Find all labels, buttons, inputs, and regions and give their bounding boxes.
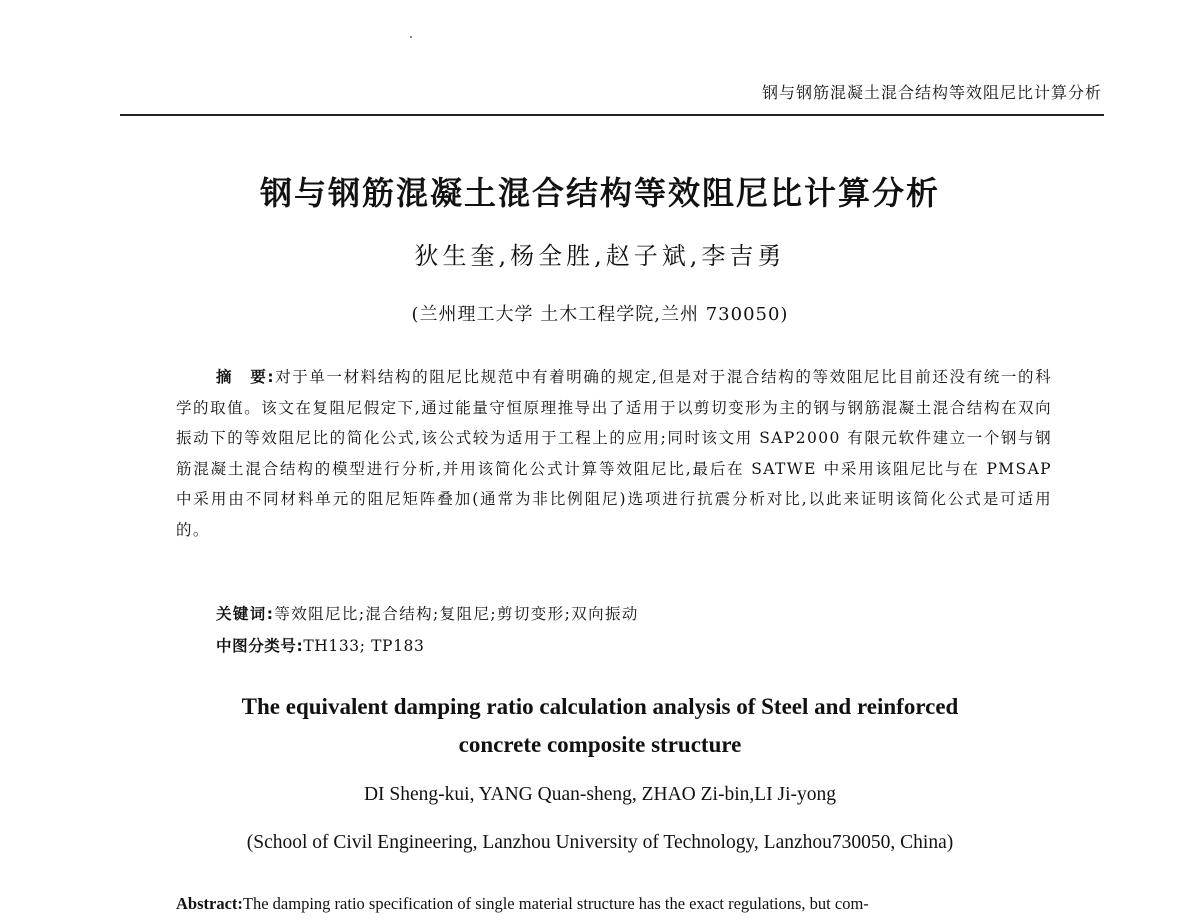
- english-title: [0, 688, 1200, 764]
- chinese-classification-label: 中图分类号:: [216, 637, 304, 655]
- chinese-keywords-text: 等效阻尼比;混合结构;复阻尼;剪切变形;双向振动: [274, 605, 639, 623]
- chinese-classification: [216, 634, 424, 656]
- running-header: 钢与钢筋混凝土混合结构等效阻尼比计算分析: [761, 83, 1102, 102]
- chinese-authors: 狄生奎,杨全胜,赵子斌,李吉勇: [414, 242, 786, 270]
- chinese-abstract: [176, 362, 1052, 545]
- chinese-keywords-label: 关键词:: [216, 605, 275, 623]
- english-authors: DI Sheng-kui, YANG Quan-sheng, ZHAO Zi-bin,LI Ji-yong: [363, 784, 837, 805]
- english-abstract-text: The damping ratio specification of single material structure has the exact regulations, but com-: [242, 894, 869, 913]
- chinese-abstract-label: 摘 要:: [216, 368, 275, 386]
- header-rule: [120, 114, 1104, 116]
- english-abstract: [176, 894, 1076, 914]
- chinese-title: 钢与钢筋混凝土混合结构等效阻尼比计算分析: [259, 174, 940, 212]
- chinese-affiliation: (兰州理工大学 土木工程学院,兰州 730050): [411, 304, 789, 325]
- english-title-line-1: The equivalent damping ratio calculation analysis of Steel and reinforced: [241, 694, 959, 719]
- english-abstract-label: Abstract:: [176, 894, 243, 913]
- english-affiliation: (School of Civil Engineering, Lanzhou University of Technology, Lanzhou730050, China): [246, 832, 954, 853]
- chinese-abstract-text: 对于单一材料结构的阻尼比规范中有着明确的规定,但是对于混合结构的等效阻尼比目前还没有统一的科学的取值。该文在复阻尼假定下,通过能量守恒原理推导出了适用于以剪切变形为主的钢与钢筋混凝土混合结构在双向振动下的等效阻尼比的简化公式,该公式较为适用于工程上的应用;同时该文用 SAP2000 有限元软件建立一个钢与钢筋混凝土混合结构的模型进行分析,并用该简化公式计算等效阻尼比,最后在 SATWE 中采用该阻尼比与在 PMSAP 中采用由不同材料单元的阻尼矩阵叠加(通常为非比例阻尼)选项进行抗震分析对比,以此来证明该简化公式是可适用的。: [176, 368, 1052, 539]
- chinese-classification-text: TH133; TP183: [303, 637, 425, 655]
- english-title-line-2: concrete composite structure: [458, 732, 742, 757]
- chinese-keywords: [216, 602, 639, 624]
- scan-speck: [410, 36, 412, 38]
